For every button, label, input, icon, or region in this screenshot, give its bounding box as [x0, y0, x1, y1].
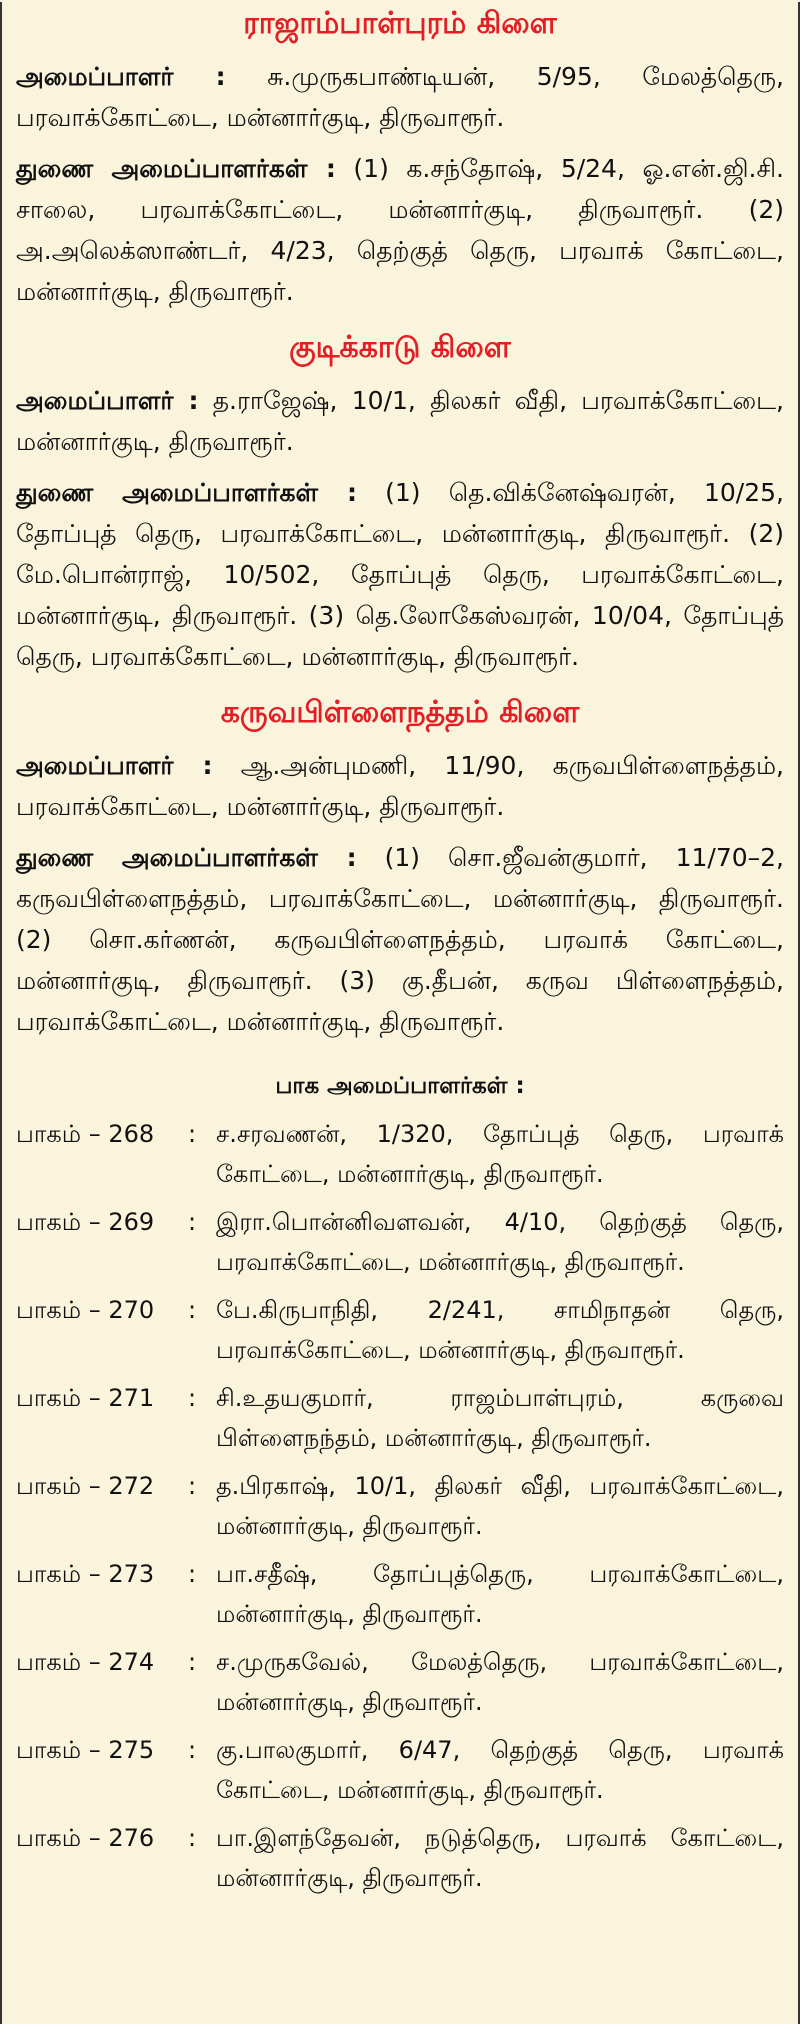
- part-row: [16, 1818, 784, 1898]
- part-row: [16, 1114, 784, 1194]
- part-number: பாகம் – 276: [16, 1824, 155, 1852]
- deputy-label: துணை அமைப்பாளர்கள் :: [16, 478, 357, 507]
- organiser-label: அமைப்பாளர் :: [16, 386, 199, 415]
- part-organiser: பே.கிருபாநிதி, 2/241, சாமிநாதன் தெரு, பரவாக்கோட்டை, மன்னார்குடி, திருவாரூர்.: [216, 1296, 784, 1364]
- section-heading: ராஜாம்பாள்புரம் கிளை: [243, 6, 557, 41]
- organiser-text: சு.முருகபாண்டியன், 5/95, மேலத்தெரு, பரவாக்கோட்டை, மன்னார்குடி, திருவாரூர்.: [16, 62, 784, 132]
- part-row: [16, 1466, 784, 1546]
- section-rajambalpuram: [16, 2, 784, 312]
- deputy-label: துணை அமைப்பாளர்கள் :: [16, 154, 336, 183]
- part-separator: :: [188, 1120, 197, 1148]
- deputy-text: (1) தெ.விக்னேஷ்வரன், 10/25, தோப்புத் தெரு, பரவாக்கோட்டை, மன்னார்குடி, திருவாரூர். (2) மே.பொன்ராஜ், 10/502, தோப்புத் தெரு, பரவாக்கோட்டை, மன்னார்குடி, திருவாரூர். (3) தெ.லோகேஸ்வரன், 10/04, தோப்புத் தெரு, பரவாக்கோட்டை, மன்னார்குடி, திருவாரூர்.: [16, 478, 784, 671]
- part-organiser: இரா.பொன்னிவளவன், 4/10, தெற்குத் தெரு, பரவாக்கோட்டை, மன்னார்குடி, திருவாரூர்.: [216, 1208, 784, 1276]
- part-row: [16, 1378, 784, 1458]
- part-number: பாகம் – 273: [16, 1560, 155, 1588]
- part-organiser: சி.உதயகுமார், ராஜம்பாள்புரம், கருவை பிள்ளைநந்தம், மன்னார்குடி, திருவாரூர்.: [216, 1384, 784, 1452]
- part-separator: :: [188, 1208, 197, 1236]
- part-organiser: பா.சதீஷ், தோப்புத்தெரு, பரவாக்கோட்டை, மன்னார்குடி, திருவாரூர்.: [216, 1560, 784, 1628]
- deputy-paragraph: [16, 148, 784, 312]
- section-kudikkadu: [16, 326, 784, 677]
- part-row: [16, 1730, 784, 1810]
- part-number: பாகம் – 270: [16, 1296, 155, 1324]
- part-number: பாகம் – 271: [16, 1384, 155, 1412]
- part-number: பாகம் – 275: [16, 1736, 155, 1764]
- part-organiser: ச.சரவணன், 1/320, தோப்புத் தெரு, பரவாக் கோட்டை, மன்னார்குடி, திருவாரூர்.: [216, 1120, 784, 1188]
- document-page: [0, 2, 800, 2024]
- part-row: [16, 1202, 784, 1282]
- part-number: பாகம் – 268: [16, 1120, 155, 1148]
- part-row: [16, 1642, 784, 1722]
- part-separator: :: [188, 1560, 197, 1588]
- parts-heading: பாக அமைப்பாளர்கள் :: [275, 1073, 525, 1099]
- part-row: [16, 1554, 784, 1634]
- deputy-paragraph: [16, 472, 784, 677]
- deputy-paragraph: [16, 837, 784, 1042]
- part-separator: :: [188, 1648, 197, 1676]
- section-karuvapillainatham: [16, 691, 784, 1042]
- part-number: பாகம் – 272: [16, 1472, 155, 1500]
- organiser-label: அமைப்பாளர் :: [16, 62, 226, 91]
- deputy-text: (1) க.சந்தோஷ், 5/24, ஓ.என்.ஜி.சி. சாலை, பரவாக்கோட்டை, மன்னார்குடி, திருவாரூர். (2) அ.அலெக்ஸாண்டர், 4/23, தெற்குத் தெரு, பரவாக் கோட்டை, மன்னார்குடி, திருவாரூர்.: [16, 154, 784, 306]
- part-separator: :: [188, 1736, 197, 1764]
- section-heading: குடிக்காடு கிளை: [289, 330, 511, 365]
- part-organiser: த.பிரகாஷ், 10/1, திலகர் வீதி, பரவாக்கோட்டை, மன்னார்குடி, திருவாரூர்.: [216, 1472, 784, 1540]
- part-separator: :: [188, 1296, 197, 1324]
- organiser-paragraph: [16, 380, 784, 462]
- deputy-text: (1) சொ.ஜீவன்குமார், 11/70–2, கருவபிள்ளைநத்தம், பரவாக்கோட்டை, மன்னார்குடி, திருவாரூர். (2) சொ.கர்ணன், கருவபிள்ளைநத்தம், பரவாக் கோட்டை, மன்னார்குடி, திருவாரூர். (3) கு.தீபன், கருவ பிள்ளைநத்தம், பரவாக்கோட்டை, மன்னார்குடி, திருவாரூர்.: [16, 843, 784, 1036]
- part-organisers: [16, 1066, 784, 1898]
- part-organiser: ச.முருகவேல், மேலத்தெரு, பரவாக்கோட்டை, மன்னார்குடி, திருவாரூர்.: [216, 1648, 784, 1716]
- organiser-text: த.ராஜேஷ், 10/1, திலகர் வீதி, பரவாக்கோட்டை, மன்னார்குடி, திருவாரூர்.: [16, 386, 784, 456]
- part-number: பாகம் – 269: [16, 1208, 155, 1236]
- section-heading: கருவபிள்ளைநத்தம் கிளை: [220, 695, 580, 730]
- organiser-paragraph: [16, 56, 784, 138]
- part-separator: :: [188, 1824, 197, 1852]
- part-organiser: கு.பாலகுமார், 6/47, தெற்குத் தெரு, பரவாக் கோட்டை, மன்னார்குடி, திருவாரூர்.: [216, 1736, 784, 1804]
- organiser-text: ஆ.அன்புமணி, 11/90, கருவபிள்ளைநத்தம், பரவாக்கோட்டை, மன்னார்குடி, திருவாரூர்.: [16, 751, 785, 821]
- organiser-label: அமைப்பாளர் :: [16, 751, 213, 780]
- deputy-label: துணை அமைப்பாளர்கள் :: [16, 843, 357, 872]
- organiser-paragraph: [16, 745, 784, 827]
- part-separator: :: [188, 1384, 197, 1412]
- part-separator: :: [188, 1472, 197, 1500]
- part-organiser: பா.இளந்தேவன், நடுத்தெரு, பரவாக் கோட்டை, மன்னார்குடி, திருவாரூர்.: [216, 1824, 784, 1892]
- part-number: பாகம் – 274: [16, 1648, 155, 1676]
- part-row: [16, 1290, 784, 1370]
